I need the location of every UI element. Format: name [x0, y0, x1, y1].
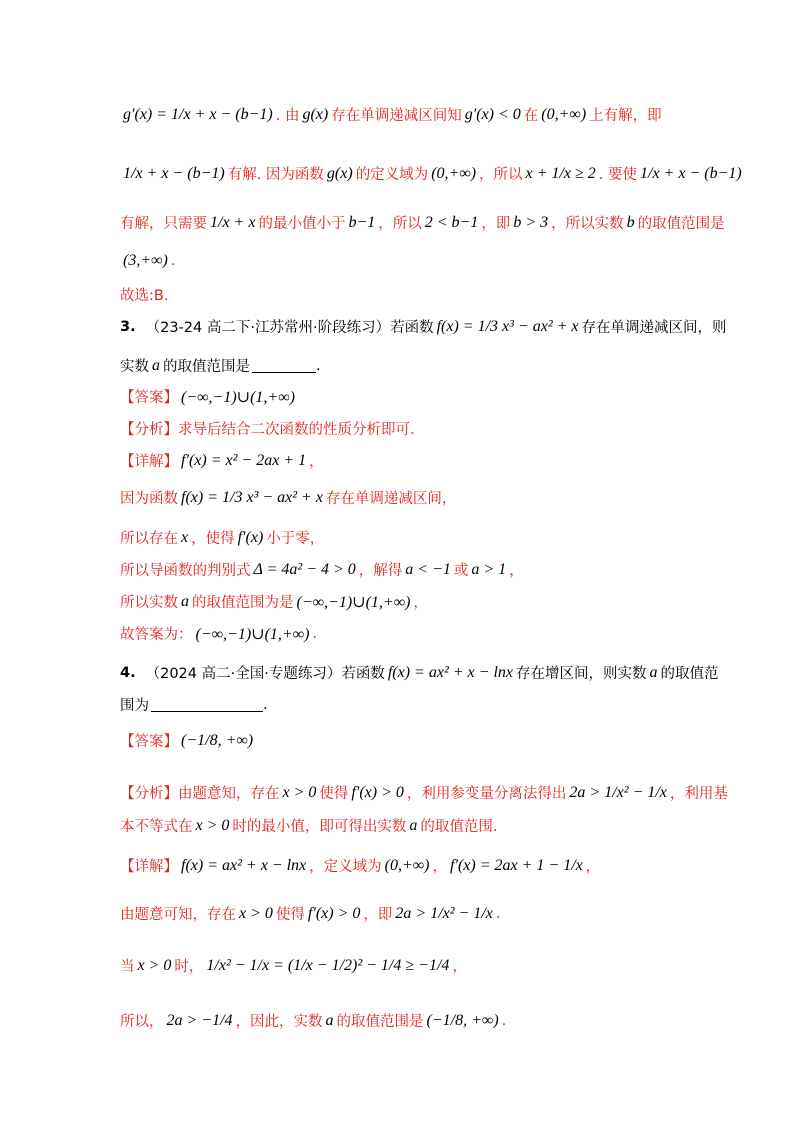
text: ，因此，实数	[235, 1014, 323, 1030]
math-x-gt-0: x > 0	[282, 783, 317, 801]
text: ，使得	[191, 531, 235, 547]
detail-label: 【详解】	[120, 859, 178, 875]
conclusion-text: 故选:B.	[120, 288, 169, 304]
question-3-answer	[120, 386, 298, 407]
question-3-final	[120, 623, 317, 644]
text: .	[316, 357, 321, 374]
math-domain: (0,+∞)	[431, 164, 477, 182]
text: ，利用参变量分离法得出	[406, 786, 567, 802]
text: 小于零，	[266, 531, 325, 547]
question-4-analysis-line-1	[120, 782, 728, 803]
question-source: （2024 高二·全国·专题练习）若函数	[145, 666, 385, 682]
text: ，所以	[378, 216, 422, 232]
question-4-detail-line-1	[120, 903, 501, 924]
math-function: f(x) = ax² + x − lnx	[387, 663, 513, 681]
solution-line-2	[120, 163, 745, 184]
question-number: 3.	[120, 318, 136, 335]
question-4-detail-line-2	[120, 955, 467, 976]
text: 时，	[174, 959, 204, 975]
text: 所以，	[120, 1014, 164, 1030]
analysis-label: 【分析】	[120, 422, 178, 438]
text: 存在单调递减区间，则	[581, 320, 727, 336]
math-inequality: 2a > 1/x² − 1/x	[395, 904, 493, 922]
text: .	[312, 625, 318, 642]
text: . 由	[275, 108, 300, 124]
math-answer: (−∞,−1)∪(1,+∞)	[181, 388, 295, 406]
answer-label: 【答案】	[120, 734, 178, 750]
text: 的取值范围是	[163, 359, 250, 375]
math-a-lt-neg1: a < −1	[405, 560, 451, 578]
text: . 要使	[598, 167, 637, 183]
math-gx: g(x)	[326, 164, 353, 182]
math-f-prime: f′(x)	[237, 528, 264, 546]
text: 的取值范	[660, 666, 719, 682]
math-function: f(x) = 1/3 x³ − ax² + x	[181, 488, 323, 506]
question-3-line-2	[120, 355, 321, 376]
answer-label: 【答案】	[120, 390, 178, 406]
math-x-gt-0: x > 0	[137, 956, 172, 974]
question-4-detail-line-3	[120, 1010, 506, 1031]
text: ，所以实数	[551, 216, 624, 232]
text: 存在单调递减区间，	[325, 491, 457, 507]
text: 使得	[319, 786, 349, 802]
math-b-gt-3: b > 3	[513, 213, 549, 231]
math-inequality: 2a > 1/x² − 1/x	[569, 783, 667, 801]
question-4-answer	[120, 730, 256, 751]
text: 本不等式在	[120, 819, 193, 835]
math-f-prime-gt-0: f′(x) > 0	[351, 783, 404, 801]
text: ，定义域为	[309, 859, 382, 875]
question-4-analysis-line-2	[120, 815, 498, 836]
text: ，	[585, 859, 601, 875]
text: 存在增区间，则实数	[515, 666, 647, 682]
text: 在	[523, 108, 539, 124]
answer-blank	[252, 358, 316, 373]
text: .	[495, 905, 501, 922]
text: 所以导函数的判别式	[120, 563, 251, 579]
question-4-detail	[120, 855, 600, 876]
text: 有解. 因为函数	[227, 167, 324, 183]
math-inequality: x + 1/x ≥ 2	[525, 164, 596, 182]
math-derivative: f′(x) = x² − 2ax + 1	[181, 451, 307, 469]
math-inequality: 2a > −1/4	[166, 1011, 233, 1029]
math-b-minus-1: b−1	[348, 213, 376, 231]
math-derivative: f′(x) = 2ax + 1 − 1/x	[450, 856, 583, 874]
text: 上有解，即	[589, 108, 662, 124]
text: 或	[453, 563, 469, 579]
question-3-detail-line-3	[120, 559, 524, 580]
question-4-line-1	[120, 662, 718, 683]
analysis-text: 求导后结合二次函数的性质分析即可.	[178, 422, 415, 438]
question-3-analysis	[120, 418, 415, 439]
solution-conclusion	[120, 284, 168, 305]
math-interval: (0,+∞)	[541, 105, 587, 123]
text: 使得	[275, 907, 305, 923]
math-x-gt-0: x > 0	[195, 816, 230, 834]
math-range: (−∞,−1)∪(1,+∞)	[296, 593, 411, 611]
text: 时的最小值，即可得出实数	[232, 819, 407, 835]
math-a-gt-1: a > 1	[471, 560, 507, 578]
text: .	[170, 253, 176, 269]
solution-line-1	[120, 104, 662, 125]
text: 的取值范围为是	[192, 595, 294, 611]
math-expression: 1/x + x − (b−1)	[640, 164, 742, 182]
math-a: a	[325, 1011, 334, 1029]
text: 故答案为：	[120, 627, 193, 643]
text: .	[501, 1012, 507, 1029]
text: ，	[452, 959, 467, 975]
text: ，即	[363, 907, 393, 923]
math-g-derivative: g′(x) = 1/x + x − (b−1)	[123, 105, 273, 123]
text: ，	[309, 454, 324, 470]
solution-line-4	[120, 252, 175, 270]
text: 有解，只需要	[120, 216, 207, 232]
text: 因为函数	[120, 491, 178, 507]
math-domain: (0,+∞)	[384, 856, 430, 874]
text: 实数	[120, 359, 149, 375]
text: ，	[432, 859, 447, 875]
question-3-detail-line-4	[120, 591, 428, 612]
text: ，	[413, 595, 428, 611]
text: ，所以	[479, 167, 523, 183]
math-expression: 1/x + x − (b−1)	[123, 164, 225, 182]
text: 的取值范围是	[637, 216, 725, 232]
text: 当	[120, 959, 135, 975]
math-inequality: 2 < b−1	[424, 213, 479, 231]
text: ，利用基	[669, 786, 728, 802]
math-identity: 1/x² − 1/x = (1/x − 1/2)² − 1/4 ≥ −1/4	[206, 956, 450, 974]
text: 的定义域为	[355, 167, 429, 183]
math-a: a	[181, 592, 189, 610]
text: 的取值范围.	[420, 819, 498, 835]
detail-label: 【详解】	[120, 454, 178, 470]
math-x: x	[181, 528, 189, 546]
math-answer-range: (−1/8, +∞)	[426, 1011, 499, 1029]
math-condition: g′(x) < 0	[464, 105, 521, 123]
math-b: b	[626, 213, 635, 231]
question-3-detail-line-1	[120, 487, 456, 508]
question-3-line-1	[120, 316, 727, 337]
math-a: a	[409, 816, 418, 834]
math-expression: 1/x + x	[210, 213, 256, 231]
math-f-prime-gt-0: f′(x) > 0	[307, 904, 361, 922]
text: 围为	[120, 698, 149, 714]
text: ，即	[481, 216, 511, 232]
question-source: （23-24 高二下·江苏常州·阶段练习）若函数	[145, 320, 434, 336]
math-a: a	[152, 356, 160, 374]
math-function: f(x) = ax² + x − lnx	[181, 856, 307, 874]
text: .	[263, 696, 268, 713]
text: 的取值范围是	[336, 1014, 424, 1030]
question-3-detail-line-2	[120, 527, 324, 548]
text: 存在单调递减区间知	[331, 108, 462, 124]
text: 所以存在	[120, 531, 178, 547]
math-x-gt-0: x > 0	[239, 904, 273, 922]
math-answer: (−1/8, +∞)	[181, 731, 254, 749]
text: ，解得	[358, 563, 403, 579]
analysis-label: 【分析】	[120, 786, 178, 802]
text: ，	[509, 563, 524, 579]
text: 的最小值小于	[258, 216, 346, 232]
math-gx: g(x)	[302, 105, 329, 123]
math-a: a	[649, 663, 658, 681]
question-number: 4.	[120, 664, 136, 681]
math-discriminant: Δ = 4a² − 4 > 0	[253, 560, 356, 578]
text: 由题意知，存在	[178, 786, 280, 802]
math-range: (−∞,−1)∪(1,+∞)	[195, 625, 310, 643]
question-3-detail	[120, 450, 324, 471]
solution-line-3	[120, 212, 725, 233]
answer-blank	[151, 697, 263, 712]
question-4-line-2	[120, 694, 268, 715]
text: 由题意可知，存在	[120, 907, 236, 923]
math-answer-range: (3,+∞)	[123, 252, 168, 269]
text: 所以实数	[120, 595, 178, 611]
math-function: f(x) = 1/3 x³ − ax² + x	[436, 317, 579, 335]
